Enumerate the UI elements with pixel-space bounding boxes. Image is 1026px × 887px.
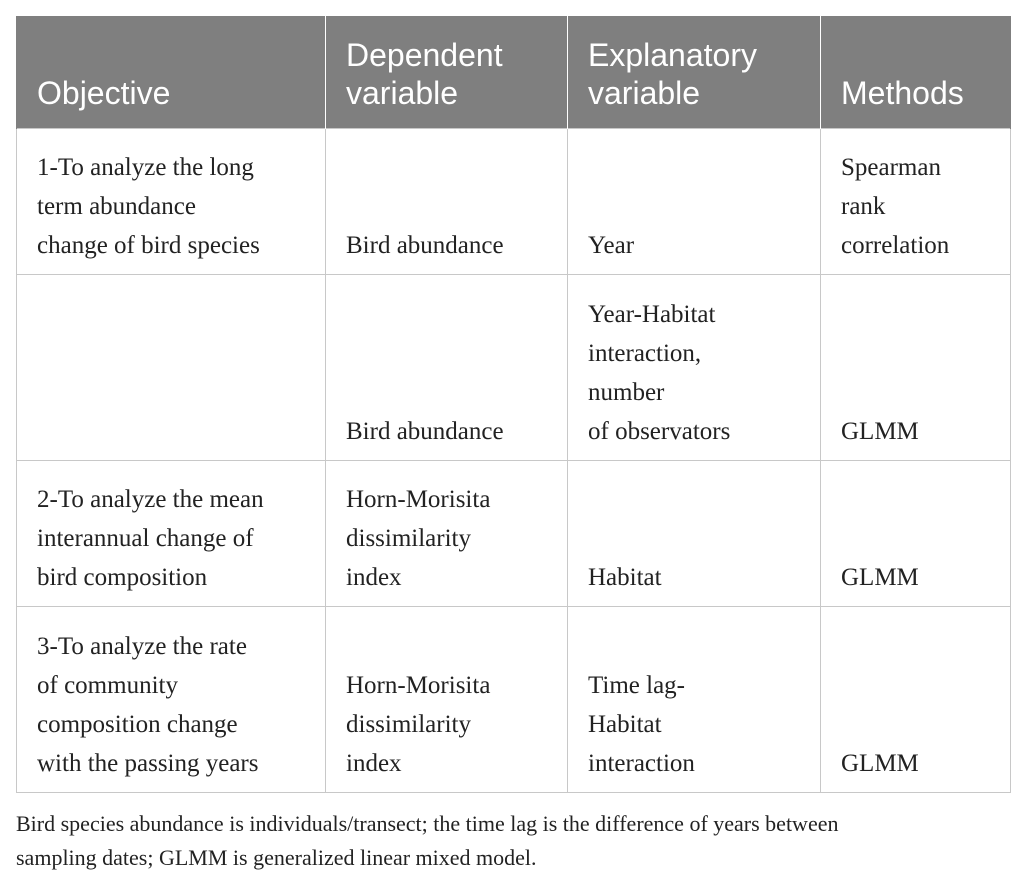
cell-dependent-variable: [326, 274, 568, 460]
cell-explanatory-variable: [568, 128, 821, 274]
cell-objective: [17, 128, 326, 274]
cell-line: 3-To analyze the rate: [37, 632, 247, 660]
cell-line: of observators: [588, 417, 731, 445]
cell-line: number: [588, 378, 665, 406]
cell-objective: [17, 606, 326, 792]
table-row: [17, 274, 1011, 460]
cell-line: rank: [841, 192, 886, 220]
table-header-row: [17, 16, 1011, 128]
cell-explanatory-variable: [568, 460, 821, 606]
header-objective: [17, 16, 326, 128]
study-design-table-container: [16, 16, 1010, 793]
cell-line: Horn-Morisita: [346, 671, 491, 699]
cell-line: interannual change of: [37, 524, 254, 552]
cell-dependent-variable: [326, 128, 568, 274]
cell-methods: [821, 128, 1011, 274]
cell-line: GLMM: [841, 563, 919, 591]
cell-line: Time lag-: [588, 671, 685, 699]
study-design-table: [16, 16, 1011, 793]
cell-methods: [821, 274, 1011, 460]
cell-explanatory-variable: [568, 606, 821, 792]
header-explanatory-variable: [568, 16, 821, 128]
cell-dependent-variable: [326, 606, 568, 792]
cell-line: correlation: [841, 231, 950, 259]
header-explanatory-line-2: variable: [588, 74, 701, 111]
cell-explanatory-variable: [568, 274, 821, 460]
cell-line: Bird abundance: [346, 231, 504, 259]
cell-methods: [821, 460, 1011, 606]
header-objective-line: Objective: [37, 74, 171, 111]
header-methods: [821, 16, 1011, 128]
cell-objective: [17, 274, 326, 460]
cell-line: Year: [588, 231, 635, 259]
cell-line: GLMM: [841, 417, 919, 445]
table-row: [17, 128, 1011, 274]
header-explanatory-line-1: Explanatory: [588, 36, 757, 73]
cell-objective: [17, 460, 326, 606]
cell-line: Bird abundance: [346, 417, 504, 445]
cell-line: Year-Habitat: [588, 300, 716, 328]
cell-line: Habitat: [588, 563, 662, 591]
cell-line: change of bird species: [37, 231, 260, 259]
footnote-line: sampling dates; GLMM is generalized linear mixed model.: [16, 845, 537, 870]
cell-line: Horn-Morisita: [346, 485, 491, 513]
cell-line: Spearman: [841, 153, 941, 181]
cell-line: interaction: [588, 749, 695, 777]
cell-line: dissimilarity: [346, 710, 471, 738]
cell-line: composition change: [37, 710, 238, 738]
cell-methods: [821, 606, 1011, 792]
cell-line: with the passing years: [37, 749, 259, 777]
table-row: [17, 606, 1011, 792]
header-dependent-line-1: Dependent: [346, 36, 503, 73]
cell-line: dissimilarity: [346, 524, 471, 552]
footnote-line: Bird species abundance is individuals/transect; the time lag is the difference of years between: [16, 811, 839, 836]
cell-line: index: [346, 749, 402, 777]
cell-line: interaction,: [588, 339, 702, 367]
cell-line: 2-To analyze the mean: [37, 485, 264, 513]
header-dependent-variable: [326, 16, 568, 128]
cell-line: index: [346, 563, 402, 591]
cell-line: of community: [37, 671, 178, 699]
cell-line: GLMM: [841, 749, 919, 777]
cell-line: bird composition: [37, 563, 208, 591]
cell-line: Habitat: [588, 710, 662, 738]
cell-line: 1-To analyze the long: [37, 153, 254, 181]
header-dependent-line-2: variable: [346, 74, 459, 111]
table-footnote: [16, 807, 1016, 875]
cell-line: term abundance: [37, 192, 196, 220]
header-methods-line: Methods: [841, 74, 964, 111]
cell-dependent-variable: [326, 460, 568, 606]
table-row: [17, 460, 1011, 606]
